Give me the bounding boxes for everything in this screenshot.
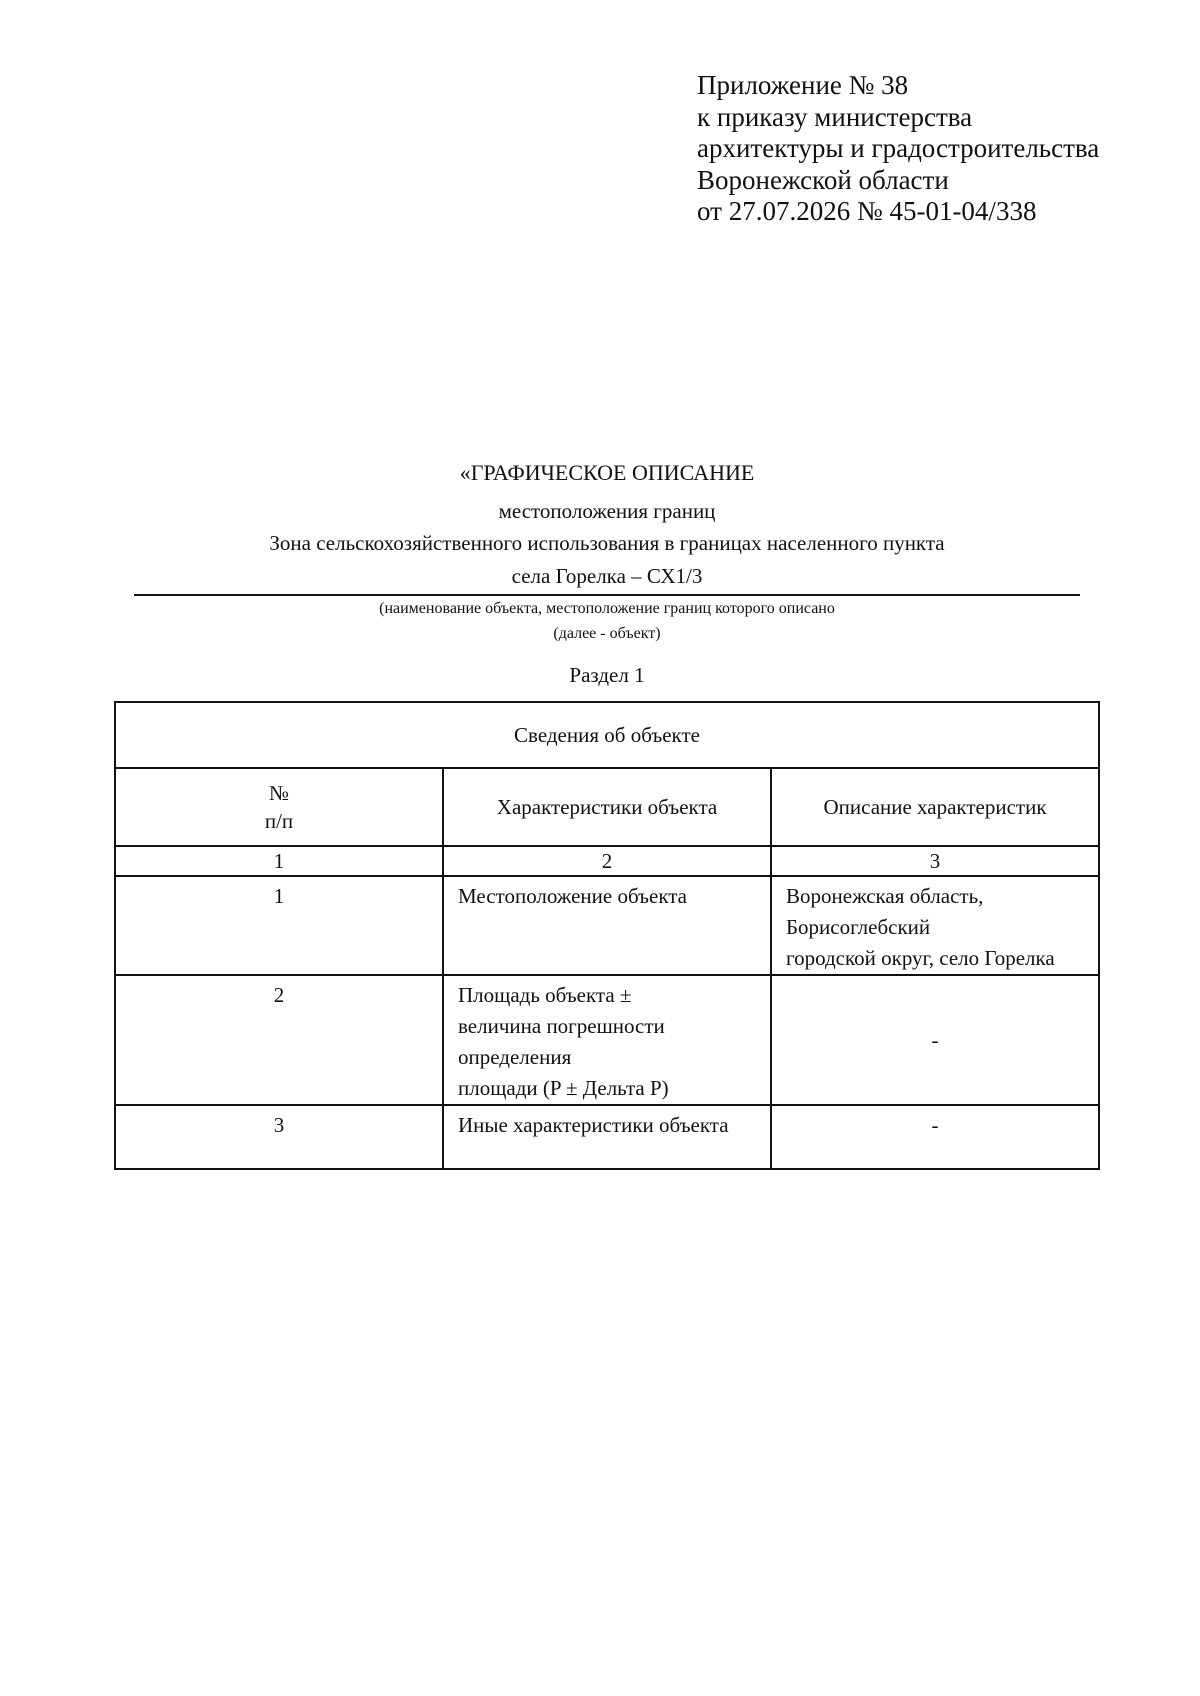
object-name-note: (далее - объект) (553, 625, 661, 642)
table-row (115, 975, 1099, 1105)
characteristic-cell (443, 975, 771, 1105)
appendix-line: Воронежской области (697, 164, 949, 195)
column-number-row (115, 846, 1099, 876)
description-cell: - (771, 1105, 1099, 1169)
appendix-block (697, 70, 1167, 228)
column-number: 2 (443, 846, 771, 876)
appendix-line: Приложение № 38 (697, 70, 909, 100)
description-line: Воронежская область, Борисоглебский (786, 884, 984, 939)
object-name-line: села Горелка – СХ1/3 (511, 564, 703, 588)
row-number: 1 (115, 876, 443, 975)
object-name-line: Зона сельскохозяйственного использования в границах населенного пункта (269, 531, 945, 555)
column-number: 3 (771, 846, 1099, 876)
row-number: 3 (115, 1105, 443, 1169)
appendix-line: архитектуры и градостроительства (697, 133, 1100, 163)
description-cell (771, 876, 1099, 975)
object-name-note: (наименование объекта, местоположение границ которого описано (379, 600, 835, 617)
header-num-abbr: п/п (264, 809, 294, 833)
characteristic-cell (443, 876, 771, 975)
characteristic-line: величина погрешности определения (458, 1014, 665, 1069)
document-title: «ГРАФИЧЕСКОЕ ОПИСАНИЕ (459, 460, 755, 485)
row-number: 2 (115, 975, 443, 1105)
characteristic-line: площади (P ± Дельта P) (458, 1076, 669, 1100)
table-caption: Сведения об объекте (115, 702, 1099, 768)
header-description: Описание характеристик (771, 768, 1099, 846)
object-info-table (114, 701, 1100, 1170)
characteristic-line: Площадь объекта ± (458, 983, 632, 1007)
table-header-row (115, 768, 1099, 846)
table-row (115, 876, 1099, 975)
document-subtitle: местоположения границ (498, 499, 716, 523)
characteristic-line: Иные характеристики объекта (458, 1113, 729, 1137)
description-cell: - (771, 975, 1099, 1105)
underline-divider (134, 594, 1080, 596)
header-characteristics: Характеристики объекта (443, 768, 771, 846)
column-number: 1 (115, 846, 443, 876)
section-title: Раздел 1 (569, 663, 645, 687)
description-line: городской округ, село Горелка (786, 946, 1055, 970)
characteristic-line: Местоположение объекта (458, 884, 688, 908)
header-num-cell (115, 768, 443, 846)
header-num-symbol: № (268, 781, 290, 805)
appendix-line: от 27.07.2026 № 45-01-04/338 (697, 196, 1037, 226)
characteristic-cell (443, 1105, 771, 1169)
table-row (115, 1105, 1099, 1169)
appendix-line: к приказу министерства (697, 101, 973, 132)
